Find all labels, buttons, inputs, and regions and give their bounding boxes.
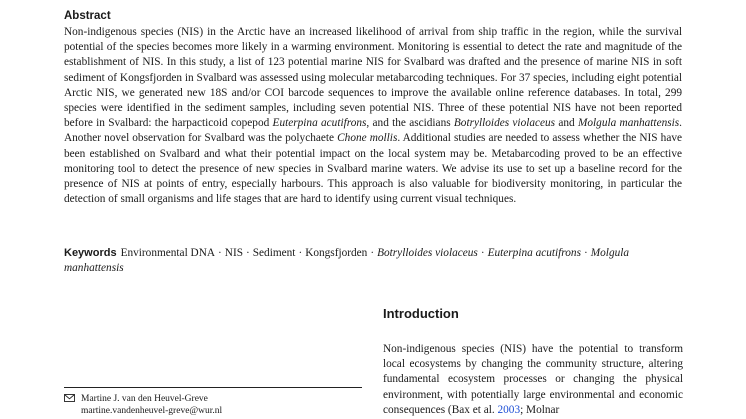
species-name: Botrylloides violaceus [453,117,556,130]
introduction-body [383,342,683,418]
abstract-text: and [555,117,578,130]
keyword: Euterpina acutifrons [487,247,581,259]
corresponding-author-footnote [64,393,364,417]
introduction-text: Non-indigenous species (NIS) have the potential to transform local ecosystems by changing the community structure, altering fundamental ecosystem processes or changing the physical environment, with potentially large environmental and economic consequences (Bax et al. [383,343,683,416]
citation-link[interactable]: 2003 [497,403,521,416]
keyword-separator: · [370,247,375,259]
keyword: Molgula manhattensis [64,247,630,275]
abstract-text: . Another novel observation for Svalbard was the polychaete [64,117,682,145]
abstract-text: . Additional studies are needed to assess whether the NIS have been established on Svalbard and what their potential impact on the local system may be. Metabarcoding proved to be an effective monitoring tool to detect the presence of new species in Svalbard marine waters. We advise its use to set up a baseline record for the presence of NIS at points of entry, especially harbours. This approach is also valuable for biodiversity monitoring, in particular the detection of small organisms and life stages that are hard to identify using current visual techniques. [64,132,682,206]
keyword-separator: · [298,247,303,259]
keyword-separator: · [583,247,588,259]
keyword: NIS [224,247,243,259]
footnote-divider [64,387,362,388]
keywords [64,246,684,276]
species-name: Molgula manhattensis [577,117,680,130]
author-email[interactable]: martine.vandenheuvel-greve@wur.nl [81,406,223,416]
author-name: Martine J. van den Heuvel-Greve [81,394,208,404]
keyword: Sediment [252,247,296,259]
introduction-heading: Introduction [383,306,459,321]
abstract-body [64,25,682,207]
keyword-separator: · [218,247,222,259]
species-name: Chone mollis [337,132,398,145]
keywords-label: Keywords [64,247,117,259]
keyword: Environmental DNA [120,247,216,259]
species-name: Euterpina acutifrons [272,117,367,130]
abstract-text: Non-indigenous species (NIS) in the Arctic have an increased likelihood of arrival from ship traffic in the region, while the survival potential of the species becomes more likely in a warming environment. Monitoring is essential to detect the rate and magnitude of the establishment of NIS. In this study, a list of 123 potential marine NIS for Svalbard was drafted and the presence of marine NIS in soft sediment of Kongsfjorden in Svalbard was assessed using molecular metabarcoding techniques. For 37 species, including eight potential Arctic NIS, we generated new 18S and/or COI barcode sequences to improve the available online reference databases. In total, 299 species were identified in the sediment samples, including seven potential NIS. Three of these potential NIS have not been reported before in Svalbard: the harpacticoid copepod [64,26,682,130]
abstract-heading: Abstract [64,10,111,22]
abstract-text: , and the ascidians [366,117,454,130]
keyword: Botrylloides violaceus [377,247,478,259]
keyword-separator: · [480,247,485,259]
introduction-text: ; Molnar [520,403,560,416]
keyword-separator: · [245,247,250,259]
keyword: Kongsfjorden [305,247,368,259]
